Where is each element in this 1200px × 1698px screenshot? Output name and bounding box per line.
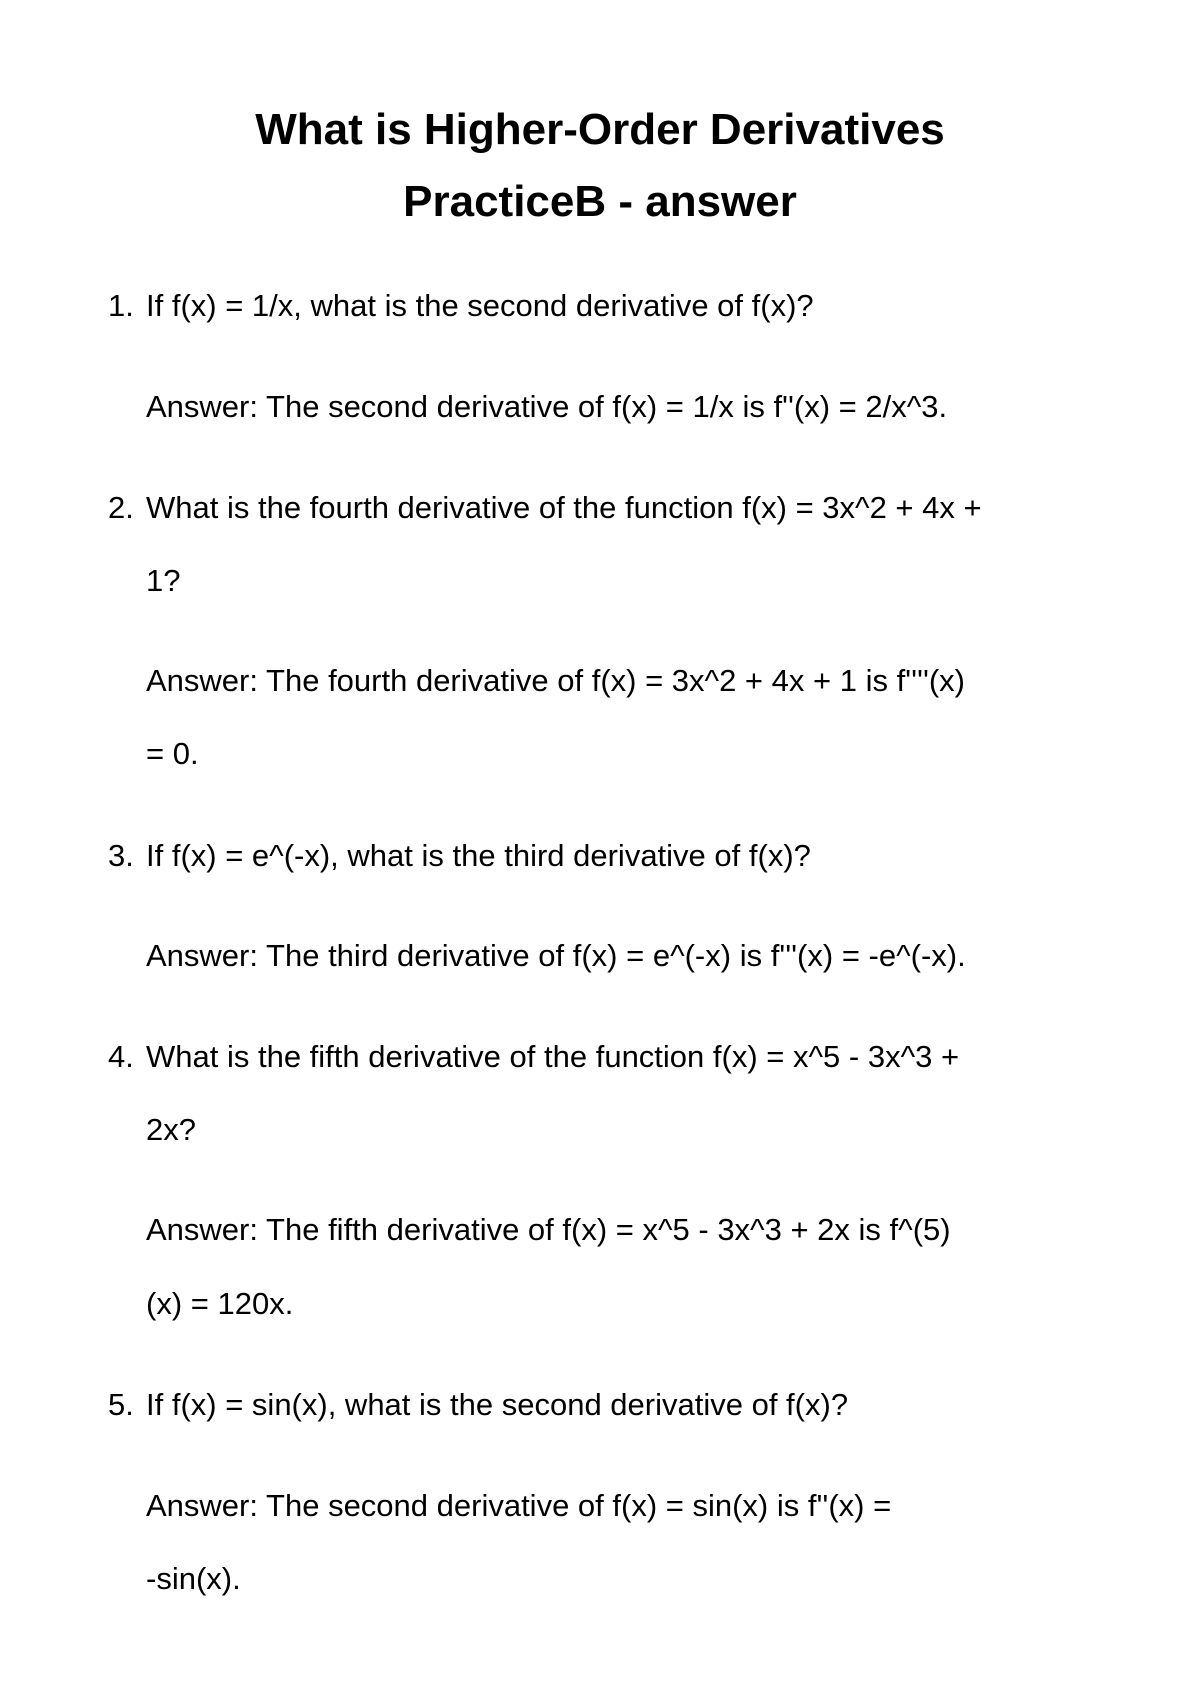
question-5-text: If f(x) = sin(x), what is the second derivative of f(x)? [146,1387,849,1422]
question-3-number: 3. [108,838,134,873]
question-1-number: 1. [108,288,134,323]
question-4-text-line-1: What is the fifth derivative of the function f(x) = x^5 - 3x^3 + [146,1039,960,1074]
question-5-number: 5. [108,1387,134,1422]
answer-2-text-line-1: Answer: The fourth derivative of f(x) = 3x^2 + 4x + 1 is f''''(x) [146,663,966,698]
question-2-text-line-2: 1? [146,563,181,598]
answer-2-text-line-2: = 0. [146,736,199,771]
page-title-line-2: PracticeB - answer [403,177,797,226]
question-2-number: 2. [108,490,134,525]
answer-4-text-line-2: (x) = 120x. [146,1286,294,1321]
page-title-line-1: What is Higher-Order Derivatives [255,105,945,154]
question-4-text-line-2: 2x? [146,1112,196,1147]
question-1-text: If f(x) = 1/x, what is the second derivative of f(x)? [146,288,814,323]
question-4-number: 4. [108,1039,134,1074]
answer-5-text-line-2: -sin(x). [146,1561,241,1596]
answer-3-text: Answer: The third derivative of f(x) = e^(-x) is f'''(x) = -e^(-x). [146,938,966,973]
answer-5-text-line-1: Answer: The second derivative of f(x) = sin(x) is f''(x) = [146,1488,892,1523]
question-3-text: If f(x) = e^(-x), what is the third derivative of f(x)? [146,838,811,873]
answer-1-text: Answer: The second derivative of f(x) = 1/x is f''(x) = 2/x^3. [146,389,948,424]
question-2-text-line-1: What is the fourth derivative of the function f(x) = 3x^2 + 4x + [146,490,982,525]
answer-4-text-line-1: Answer: The fifth derivative of f(x) = x^5 - 3x^3 + 2x is f^(5) [146,1212,951,1247]
